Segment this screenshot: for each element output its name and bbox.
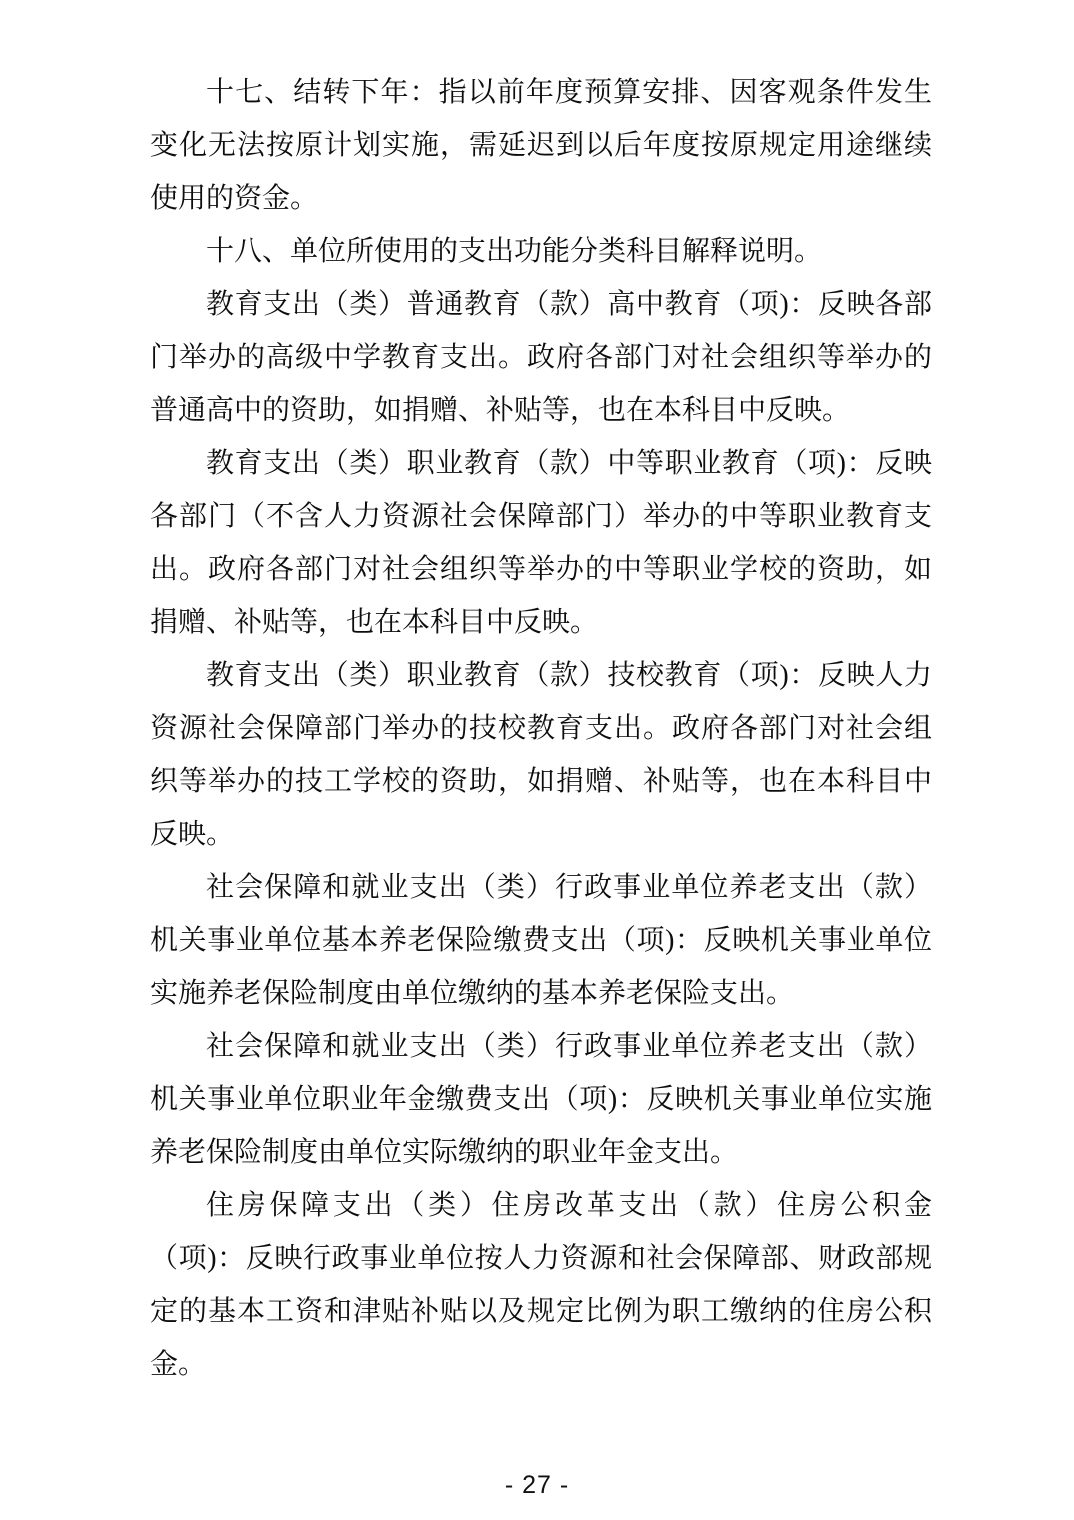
para-housing-provident-fund: 住房保障支出（类）住房改革支出（款）住房公积金（项)：反映行政事业单位按人力资源和社会保障部、财政部规定的基本工资和津贴补贴以及规定比例为职工缴纳的住房公积金。 bbox=[150, 1190, 932, 1380]
page-footer bbox=[0, 1470, 1074, 1500]
page-number: - 27 - bbox=[504, 1471, 570, 1499]
para-social-security-basic-pension: 社会保障和就业支出（类）行政事业单位养老支出（款）机关事业单位基本养老保险缴费支出（项)：反映机关事业单位实施养老保险制度由单位缴纳的基本养老保险支出。 bbox=[150, 872, 932, 1009]
para-education-secondary-vocational: 教育支出（类）职业教育（款）中等职业教育（项)：反映各部门（不含人力资源社会保障部门）举办的中等职业教育支出。政府各部门对社会组织等举办的中等职业学校的资助，如捐赠、补贴等，也在本科目中反映。 bbox=[150, 448, 932, 638]
para-social-security-occupational-annuity: 社会保障和就业支出（类）行政事业单位养老支出（款）机关事业单位职业年金缴费支出（项)：反映机关事业单位实施养老保险制度由单位实际缴纳的职业年金支出。 bbox=[150, 1031, 932, 1168]
para-education-high-school: 教育支出（类）普通教育（款）高中教育（项)：反映各部门举办的高级中学教育支出。政府各部门对社会组织等举办的普通高中的资助，如捐赠、补贴等，也在本科目中反映。 bbox=[150, 289, 932, 426]
text-body bbox=[150, 66, 932, 1391]
para-expenditure-classification-intro: 十八、单位所使用的支出功能分类科目解释说明。 bbox=[206, 236, 823, 267]
para-carryover-next-year: 十七、结转下年：指以前年度预算安排、因客观条件发生变化无法按原计划实施，需延迟到以后年度按原规定用途继续使用的资金。 bbox=[150, 77, 932, 214]
para-education-technical-school: 教育支出（类）职业教育（款）技校教育（项)：反映人力资源社会保障部门举办的技校教育支出。政府各部门对社会组织等举办的技工学校的资助，如捐赠、补贴等，也在本科目中反映。 bbox=[150, 660, 932, 850]
